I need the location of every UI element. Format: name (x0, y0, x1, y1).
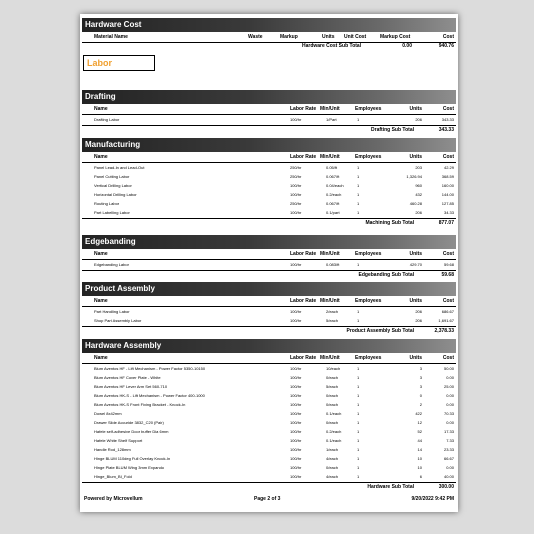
cell-labor-rate: 100/hr (290, 210, 302, 215)
subtotal-label: Hardware Sub Total (367, 484, 414, 490)
table-row (82, 445, 456, 454)
cell-employees: 1 (357, 262, 360, 267)
table-row (82, 260, 456, 269)
cell-employees: 1 (357, 174, 360, 179)
col-employees: Employees (355, 251, 382, 257)
cell-min-unit: 5/each (326, 318, 339, 323)
cell-labor-rate: 100/hr (290, 318, 302, 323)
cell-units: 206 (415, 117, 422, 122)
cell-cost: 127.85 (441, 201, 454, 206)
cell-employees: 1 (357, 183, 360, 188)
drafting-header-row (82, 105, 456, 115)
col-name: Name (94, 106, 108, 112)
cell-min-unit: 0.067/ft (326, 201, 340, 206)
cell-units: 44 (417, 438, 422, 443)
page-footer (82, 494, 456, 504)
cell-min-unit: 0.1/each (326, 438, 342, 443)
subtotal-markup-cost: 0.00 (402, 43, 412, 49)
cell-cost: 0.00 (446, 420, 454, 425)
cell-name: Blum Aventos HK-S Front Fixing Bracket - Knock-In (94, 402, 186, 407)
col-cost: Cost (442, 298, 454, 304)
product-assembly-section-title: Product Assembly (82, 282, 456, 296)
table-row (82, 472, 456, 481)
cell-employees: 1 (357, 318, 360, 323)
cell-units: 6 (419, 474, 422, 479)
cell-units: 460.28 (409, 201, 422, 206)
cell-units: 12 (417, 420, 422, 425)
cell-employees: 1 (357, 420, 360, 425)
cell-min-unit: 0.1/part (326, 210, 340, 215)
table-row (82, 316, 456, 325)
cell-employees: 1 (357, 192, 360, 197)
cell-labor-rate: 100/hr (290, 447, 302, 452)
cell-units: 3 (419, 375, 422, 380)
col-units: Units (409, 355, 422, 361)
col-min-unit: Min/Unit (320, 106, 340, 112)
col-units: Units (409, 154, 422, 160)
cell-employees: 1 (357, 447, 360, 452)
cell-labor-rate: 100/hr (290, 438, 302, 443)
cell-min-unit: 0.067/ft (326, 174, 340, 179)
col-name: Name (94, 298, 108, 304)
col-waste: Waste (248, 34, 263, 40)
cell-units: 422 (415, 411, 422, 416)
col-units: Units (409, 106, 422, 112)
cell-labor-rate: 250/hr (290, 174, 302, 179)
page-number: Page 2 of 3 (254, 496, 281, 502)
cell-labor-rate: 100/hr (290, 183, 302, 188)
drafting-subtotal (82, 125, 456, 135)
cell-labor-rate: 100/hr (290, 309, 302, 314)
cell-cost: 686.67 (441, 309, 454, 314)
subtotal-label: Product Assembly Sub Total (346, 328, 414, 334)
cell-units: 10 (417, 465, 422, 470)
table-row (82, 115, 456, 124)
cell-employees: 1 (357, 402, 360, 407)
cell-cost: 368.59 (441, 174, 454, 179)
cell-min-unit: 0.04/each (326, 183, 344, 188)
cell-units: 432 (415, 192, 422, 197)
edgebanding-subtotal (82, 270, 456, 280)
cell-min-unit: 0.083/ft (326, 262, 340, 267)
subtotal-label: Edgebanding Sub Total (358, 272, 414, 278)
col-markup: Markup (280, 34, 298, 40)
col-labor-rate: Labor Rate (290, 355, 317, 361)
table-row (82, 190, 456, 199)
hardware-assembly-section-title: Hardware Assembly (82, 339, 456, 353)
col-units: Units (409, 251, 422, 257)
col-employees: Employees (355, 298, 382, 304)
col-min-unit: Min/Unit (320, 251, 340, 257)
cell-min-unit: 5/each (326, 384, 339, 389)
cell-name: Handle Rod_128mm (94, 447, 131, 452)
cell-name: Horizontal Drilling Labor (94, 192, 137, 197)
print-datetime: 9/20/2022 9:42 PM (411, 496, 454, 502)
col-min-unit: Min/Unit (320, 154, 340, 160)
cell-labor-rate: 100/hr (290, 429, 302, 434)
table-row (82, 172, 456, 181)
report-page (80, 14, 458, 512)
cell-employees: 1 (357, 393, 360, 398)
col-labor-rate: Labor Rate (290, 154, 317, 160)
cell-min-unit: 0.05/ft (326, 165, 338, 170)
cell-name: Edgebanding Labor (94, 262, 129, 267)
cell-units: 206 (415, 210, 422, 215)
table-row (82, 373, 456, 382)
cell-labor-rate: 100/hr (290, 474, 302, 479)
cell-labor-rate: 100/hr (290, 411, 302, 416)
cell-cost: 0.00 (446, 375, 454, 380)
table-row (82, 463, 456, 472)
subtotal-value: 343.33 (438, 127, 454, 133)
cell-min-unit: 0/each (326, 465, 339, 470)
cell-labor-rate: 100/hr (290, 262, 302, 267)
cell-units: 960 (415, 183, 422, 188)
cell-name: Hafele self-adhesive Door buffer Dia 6mm (94, 429, 169, 434)
cell-min-unit: 0.2/each (326, 192, 342, 197)
cell-name: Hinge Plate BLUM Wing 3mm Expando (94, 465, 165, 470)
table-row (82, 364, 456, 373)
subtotal-label: Drafting Sub Total (371, 127, 414, 133)
cell-min-unit: 2/each (326, 309, 339, 314)
cell-employees: 1 (357, 309, 360, 314)
product-assembly-header-row (82, 297, 456, 307)
manufacturing-section-title: Manufacturing (82, 138, 456, 152)
cell-cost: 25.00 (443, 384, 454, 389)
cell-employees: 1 (357, 429, 360, 434)
cell-cost: 0.00 (446, 402, 454, 407)
cell-units: 429.70 (409, 262, 422, 267)
cell-employees: 1 (357, 201, 360, 206)
cell-cost: 7.33 (446, 438, 454, 443)
col-name: Name (94, 355, 108, 361)
cell-employees: 1 (357, 384, 360, 389)
table-row (82, 436, 456, 445)
cell-labor-rate: 100/hr (290, 384, 302, 389)
cell-units: 1,326.94 (406, 174, 422, 179)
cell-cost: 23.33 (443, 447, 454, 452)
cell-labor-rate: 250/hr (290, 165, 302, 170)
table-row (82, 208, 456, 217)
col-name: Name (94, 251, 108, 257)
cell-name: Panel Lead-In and Lead-Out (94, 165, 145, 170)
cell-labor-rate: 100/hr (290, 375, 302, 380)
cell-min-unit: 10/each (326, 366, 341, 371)
cell-name: Blum Aventos HF Lever Arm Set 560-710 (94, 384, 168, 389)
cell-cost: 160.00 (441, 183, 454, 188)
col-cost: Cost (442, 154, 454, 160)
table-row (82, 181, 456, 190)
cell-min-unit: 0/each (326, 420, 339, 425)
cell-labor-rate: 100/hr (290, 366, 302, 371)
cell-employees: 1 (357, 456, 360, 461)
cell-cost: 42.29 (443, 165, 454, 170)
cell-name: Blum Aventos HF - Lift Mechanism - Power Factor 5350-10150 (94, 366, 206, 371)
cell-name: Hafele White Shelf Support (94, 438, 143, 443)
subtotal-label: Hardware Cost Sub Total (302, 43, 362, 49)
subtotal-cost: 940.76 (438, 43, 454, 49)
cell-employees: 1 (357, 366, 360, 371)
cell-name: Hinge_Blum_BI_Fold (94, 474, 132, 479)
edgebanding-header-row (82, 250, 456, 260)
cell-min-unit: 4/each (326, 456, 339, 461)
col-labor-rate: Labor Rate (290, 251, 317, 257)
subtotal-value: 2,378.33 (434, 328, 454, 334)
cell-labor-rate: 100/hr (290, 402, 302, 407)
table-row (82, 454, 456, 463)
cell-units: 10 (417, 456, 422, 461)
table-row (82, 163, 456, 172)
cell-cost: 59.68 (443, 262, 454, 267)
table-row (82, 400, 456, 409)
cell-employees: 1 (357, 165, 360, 170)
cell-employees: 1 (357, 465, 360, 470)
col-labor-rate: Labor Rate (290, 106, 317, 112)
cell-cost: 0.00 (446, 393, 454, 398)
col-employees: Employees (355, 106, 382, 112)
cell-labor-rate: 250/hr (290, 201, 302, 206)
col-unit-cost: Unit Cost (344, 34, 367, 40)
table-row (82, 418, 456, 427)
cell-employees: 1 (357, 411, 360, 416)
subtotal-value: 300.00 (438, 484, 454, 490)
hardware-cost-section-title: Hardware Cost (82, 18, 456, 32)
cell-min-unit: 1/Part (326, 117, 337, 122)
cell-labor-rate: 100/hr (290, 420, 302, 425)
cell-labor-rate: 100/hr (290, 117, 302, 122)
cell-units: 203 (415, 165, 422, 170)
cell-units: 0 (419, 393, 422, 398)
subtotal-value: 59.68 (441, 272, 454, 278)
cell-units: 3 (419, 384, 422, 389)
cell-min-unit: 4/each (326, 474, 339, 479)
table-row (82, 391, 456, 400)
cell-units: 206 (415, 318, 422, 323)
cell-cost: 70.33 (443, 411, 454, 416)
cell-name: Drawer Slide Accuride 3832_C20 (Pair) (94, 420, 164, 425)
hardware-cost-subtotal (82, 42, 456, 51)
cell-employees: 1 (357, 210, 360, 215)
cell-cost: 1,691.67 (438, 318, 454, 323)
col-labor-rate: Labor Rate (290, 298, 317, 304)
cell-name: Blum Aventos HF Cover Plate - White (94, 375, 161, 380)
col-name: Name (94, 154, 108, 160)
hardware-assembly-subtotal (82, 482, 456, 492)
cell-min-unit: 0/each (326, 393, 339, 398)
cell-units: 206 (415, 309, 422, 314)
cell-name: Drafting Labor (94, 117, 120, 122)
col-cost: Cost (442, 34, 454, 40)
edgebanding-section-title: Edgebanding (82, 235, 456, 249)
col-cost: Cost (442, 251, 454, 257)
drafting-section-title: Drafting (82, 90, 456, 104)
cell-min-unit: 0.1/each (326, 411, 342, 416)
table-row (82, 427, 456, 436)
col-employees: Employees (355, 355, 382, 361)
col-cost: Cost (442, 355, 454, 361)
col-employees: Employees (355, 154, 382, 160)
cell-cost: 50.00 (443, 366, 454, 371)
cell-units: 2 (419, 402, 422, 407)
col-units: Units (409, 298, 422, 304)
cell-cost: 0.00 (446, 465, 454, 470)
cell-name: Hinge BLUM 110deg Full Overlay Knock-In (94, 456, 171, 461)
hardware-assembly-header-row (82, 354, 456, 364)
cell-units: 52 (417, 429, 422, 434)
labor-title: Labor (83, 55, 155, 71)
cell-name: Panel Cutting Labor (94, 174, 130, 179)
powered-by: Powered by Microvellum (84, 496, 143, 502)
cell-cost: 40.00 (443, 474, 454, 479)
cell-employees: 1 (357, 117, 360, 122)
cell-min-unit: 0.2/each (326, 429, 342, 434)
col-units: Units (322, 34, 335, 40)
cell-units: 3 (419, 366, 422, 371)
cell-cost: 66.67 (443, 456, 454, 461)
cell-labor-rate: 100/hr (290, 456, 302, 461)
product-assembly-subtotal (82, 326, 456, 336)
cell-cost: 17.33 (443, 429, 454, 434)
col-material-name: Material Name (94, 34, 128, 40)
manufacturing-subtotal (82, 218, 456, 228)
cell-cost: 144.00 (441, 192, 454, 197)
table-row (82, 199, 456, 208)
col-cost: Cost (442, 106, 454, 112)
cell-min-unit: 1/each (326, 447, 339, 452)
cell-cost: 343.33 (441, 117, 454, 122)
cell-employees: 1 (357, 438, 360, 443)
cell-cost: 34.33 (443, 210, 454, 215)
cell-labor-rate: 100/hr (290, 393, 302, 398)
cell-name: Vertical Drilling Labor (94, 183, 132, 188)
manufacturing-header-row (82, 153, 456, 163)
cell-units: 14 (417, 447, 422, 452)
cell-name: Routing Labor (94, 201, 120, 206)
col-markup-cost: Markup Cost (380, 34, 411, 40)
cell-name: Part Labelling Labor (94, 210, 130, 215)
table-row (82, 409, 456, 418)
cell-name: Part Handling Labor (94, 309, 130, 314)
cell-name: Dowel 8x42mm (94, 411, 122, 416)
cell-employees: 1 (357, 375, 360, 380)
cell-labor-rate: 100/hr (290, 465, 302, 470)
col-min-unit: Min/Unit (320, 355, 340, 361)
cell-min-unit: 0/each (326, 402, 339, 407)
subtotal-value: 877.07 (438, 220, 454, 226)
subtotal-label: Machining Sub Total (365, 220, 414, 226)
cell-name: Blum Aventos HK-S - Lift Mechanism - Power Factor 400-1000 (94, 393, 205, 398)
cell-name: Shop Part Assembly Labor (94, 318, 142, 323)
col-min-unit: Min/Unit (320, 298, 340, 304)
cell-labor-rate: 100/hr (290, 192, 302, 197)
table-row (82, 382, 456, 391)
cell-employees: 1 (357, 474, 360, 479)
table-row (82, 307, 456, 316)
cell-min-unit: 0/each (326, 375, 339, 380)
